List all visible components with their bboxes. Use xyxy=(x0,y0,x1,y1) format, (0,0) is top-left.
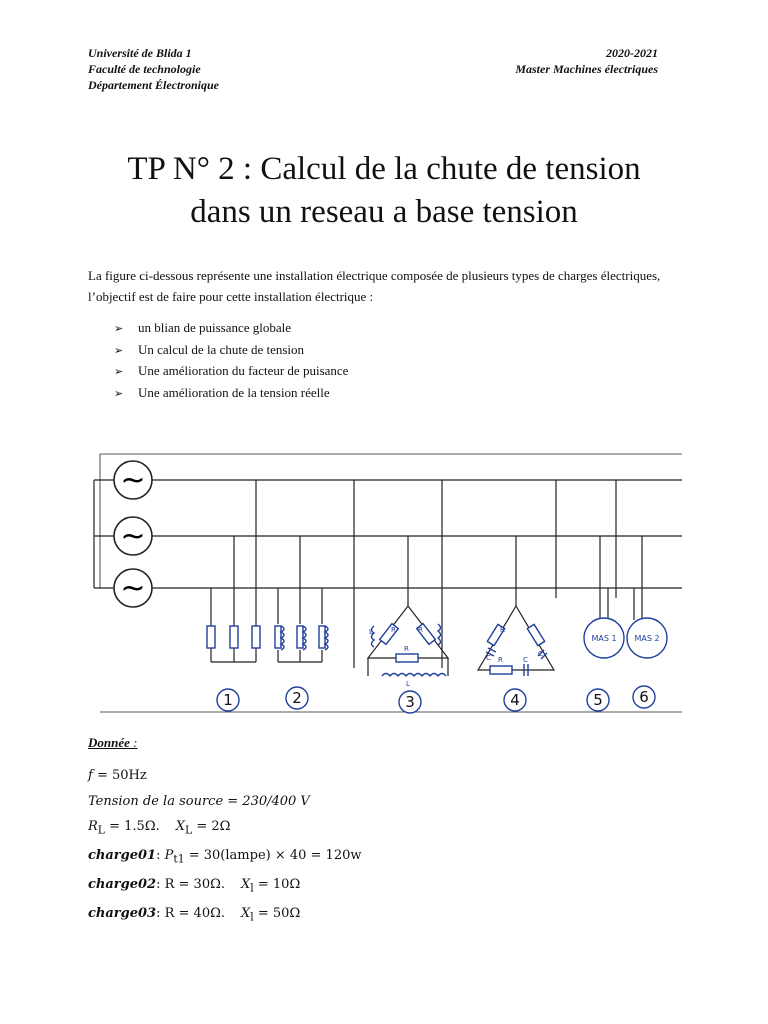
frequency-symbol: f xyxy=(88,768,93,783)
line-r-value: = 1.5Ω. xyxy=(105,819,160,834)
inductor-icon xyxy=(382,674,446,677)
charge03-colon: : xyxy=(156,906,165,922)
resistor-label: R xyxy=(391,626,396,634)
resistor-label: R xyxy=(418,626,423,634)
load-number: 3 xyxy=(405,693,415,711)
header-left xyxy=(88,45,219,93)
tilde-symbol: ~ xyxy=(120,519,146,554)
motor-label: MAS 1 xyxy=(591,634,617,643)
arrow-bullet-icon: ➢ xyxy=(114,387,124,400)
load-number: 1 xyxy=(223,691,233,709)
tilde-symbol: ~ xyxy=(120,463,146,498)
charge01-value: = 30(lampe) × 40 = 120w xyxy=(184,848,362,864)
load-2-components xyxy=(275,626,328,650)
ac-source-1 xyxy=(114,461,152,499)
program-name: Master Machines électriques xyxy=(515,62,658,76)
load-number: 5 xyxy=(593,691,603,709)
list-item xyxy=(114,318,348,340)
resistor-icon xyxy=(230,626,238,648)
list-item-text: Une amélioration de la tension réelle xyxy=(138,384,330,400)
line-r-sub: L xyxy=(97,823,105,837)
charge02-label: charge02 xyxy=(88,877,157,893)
charge02-x-value: = 10Ω xyxy=(253,877,301,893)
ac-source-2 xyxy=(114,517,152,555)
resistor-label: R xyxy=(498,656,503,664)
charge03-x-symbol: X xyxy=(241,906,251,922)
resistor-icon xyxy=(319,626,325,648)
charge02-x-symbol: X xyxy=(241,877,251,893)
source-voltage-line xyxy=(88,789,362,815)
capacitor-label: C xyxy=(538,650,543,658)
load-1-resistors xyxy=(207,626,260,648)
list-item-text: Un calcul de la chute de tension xyxy=(138,341,305,357)
department-name: Département Électronique xyxy=(88,78,219,92)
page-title xyxy=(0,148,768,234)
resistor-icon xyxy=(396,654,418,662)
charge03-label: charge03 xyxy=(88,906,157,922)
source-voltage-value: = 230/400 V xyxy=(223,793,310,809)
arrow-bullet-icon: ➢ xyxy=(114,323,124,335)
resistor-icon xyxy=(252,626,260,648)
frequency-line xyxy=(88,763,362,789)
charge01-line xyxy=(88,843,362,872)
arrow-bullet-icon: ➢ xyxy=(114,366,124,378)
motor-mas-2 xyxy=(627,618,667,658)
faculty-name: Faculté de technologie xyxy=(88,62,201,76)
charge02-x-sub: l xyxy=(250,881,254,895)
charge02-r: R = 30Ω. xyxy=(164,877,226,893)
resistor-icon xyxy=(275,626,281,648)
charge02-colon: : xyxy=(156,877,165,893)
charge01-colon: : xyxy=(156,848,165,864)
resistor-label: R xyxy=(500,626,505,634)
load-number-circles xyxy=(217,686,655,713)
university-name: Université de Blida 1 xyxy=(88,46,192,60)
line-x-sub: L xyxy=(185,823,193,837)
load-number: 6 xyxy=(639,688,649,706)
charge01-label: charge01 xyxy=(88,848,157,864)
motor-mas-1 xyxy=(584,618,624,658)
line-x-symbol: X xyxy=(175,819,186,834)
list-item-text: un blian de puissance globale xyxy=(138,320,292,335)
charge03-x-sub: l xyxy=(250,910,254,924)
charge03-line xyxy=(88,901,362,930)
load-number: 2 xyxy=(292,689,302,707)
data-block xyxy=(88,763,362,930)
ac-source-3 xyxy=(114,569,152,607)
source-voltage-label: Tension de la source xyxy=(88,793,224,809)
charge02-line xyxy=(88,872,362,901)
capacitor-label: C xyxy=(523,656,528,664)
donnee-colon: : xyxy=(129,735,138,750)
list-item xyxy=(114,361,348,383)
title-line-1: TP N° 2 : Calcul de la chute de tension xyxy=(127,151,641,187)
objectives-list xyxy=(114,318,348,404)
resistor-icon xyxy=(490,666,512,674)
academic-year: 2020-2021 xyxy=(606,46,658,60)
network-wires xyxy=(94,454,682,712)
frequency-value: = 50Hz xyxy=(92,768,147,783)
resistor-label: R xyxy=(404,645,409,653)
charge01-p-symbol: P xyxy=(164,848,174,864)
resistor-icon xyxy=(297,626,303,648)
inductor-label: L xyxy=(369,628,373,636)
donnee-heading xyxy=(88,735,137,751)
resistor-icon xyxy=(207,626,215,648)
arrow-bullet-icon: ➢ xyxy=(114,344,124,357)
load-number: 4 xyxy=(510,691,520,709)
title-line-2: dans un reseau a base tension xyxy=(190,194,578,230)
charge03-x-value: = 50Ω xyxy=(253,906,301,922)
line-r-symbol: R xyxy=(88,819,98,834)
inductor-icon xyxy=(438,624,441,645)
line-impedance-line xyxy=(88,814,362,843)
motor-label: MAS 2 xyxy=(634,634,660,643)
inductor-label: L xyxy=(406,680,410,688)
list-item xyxy=(114,340,348,362)
charge03-r: R = 40Ω. xyxy=(164,906,226,922)
intro-paragraph: La figure ci-dessous représente une installation électrique composée de plusieurs types de charges électriques, l’objectif est de faire pour cette installation électrique : xyxy=(88,268,661,304)
line-x-value: = 2Ω xyxy=(192,819,231,834)
list-item-text: Une amélioration du facteur de puisance xyxy=(138,363,349,378)
list-item xyxy=(114,383,348,405)
electrical-network-diagram xyxy=(86,448,686,720)
charge01-p-sub: t1 xyxy=(173,852,185,866)
resistor-icon xyxy=(527,624,544,645)
tilde-symbol: ~ xyxy=(120,571,146,606)
donnee-label: Donnée xyxy=(88,735,130,750)
capacitor-label: C xyxy=(486,654,491,662)
header-right xyxy=(515,45,658,77)
